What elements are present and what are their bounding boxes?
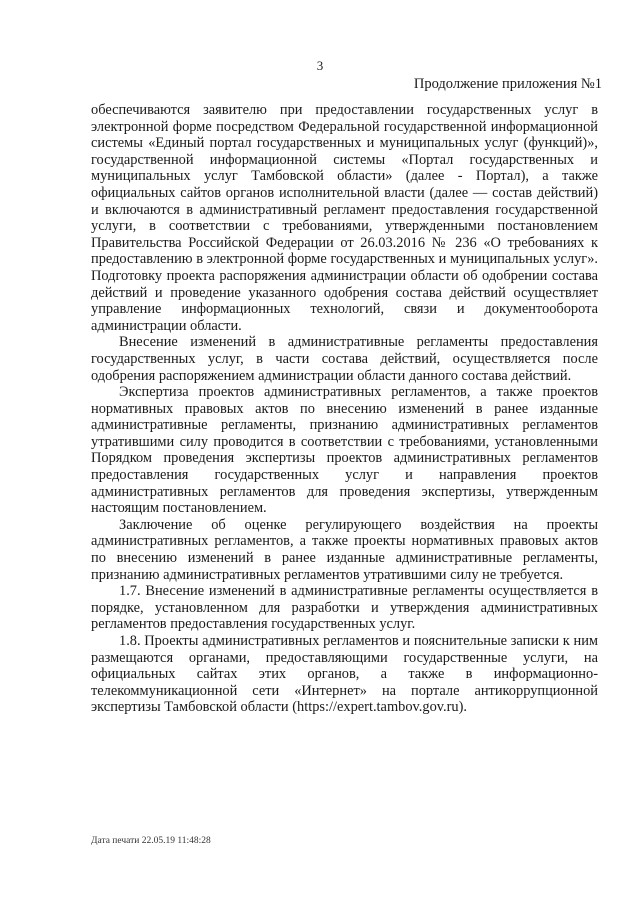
paragraph-section-1-8: 1.8. Проекты административных регламентов и пояснительные записки к ним размещаются органами, предоставляющими государственные услуги, на официальных сайтах этих органов, а также в информационно-телекоммуникационной сети «Интернет» на портале антикоррупционной экспертизы Тамбовской области (https://expert.tambov.gov.ru).: [91, 633, 598, 716]
paragraph-amendments: Внесение изменений в административные регламенты предоставления государственных услуг, в части состава действий, осуществляется после одобрения распоряжением администрации области данного состава действий.: [91, 334, 598, 384]
document-body: [91, 102, 598, 716]
paragraph-section-1-7: 1.7. Внесение изменений в административные регламенты осуществляется в порядке, установленном для разработки и утверждения административных регламентов предоставления государственных услуг.: [91, 583, 598, 633]
print-date: Дата печати 22.05.19 11:48:28: [91, 836, 211, 846]
paragraph-expertise: Экспертиза проектов административных регламентов, а также проектов нормативных правовых актов по внесению изменений в ранее изданные административные регламенты, признанию административных регламентов утратившими силу проводится в соответствии с требованиями, установленными Порядком проведения экспертизы проектов административных регламентов предоставления государственных услуг и направления проектов административных регламентов для проведения экспертизы, утвержденным настоящим постановлением.: [91, 384, 598, 517]
appendix-continuation-note: Продолжение приложения №1: [413, 76, 602, 92]
paragraph-regulatory-impact: Заключение об оценке регулирующего воздействия на проекты административных регламентов, а также проекты нормативных правовых актов по внесению изменений в ранее изданные административные регламенты, признанию административных регламентов утратившими силу не требуется.: [91, 516, 598, 583]
paragraph-continuation: обеспечиваются заявителю при предоставлении государственных услуг в электронной форме посредством Федеральной государственной информационной системы «Единый портал государственных и муниципальных услуг (функций)», государственной информационной системы «Портал государственных и муниципальных услуг Тамбовской области» (далее - Портал), а также официальных сайтов органов исполнительной власти (далее — состав действий) и включаются в административный регламент предоставления государственной услуги, в соответствии с требованиями, утвержденными постановлением Правительства Российской Федерации от 26.03.2016 № 236 «О требованиях к предоставлению в электронной форме государственных и муниципальных услуг». Подготовку проекта распоряжения администрации области об одобрении состава действий и проведение указанного одобрения состава действий осуществляет управление информационных технологий, связи и документооборота администрации области.: [91, 102, 598, 334]
page-number: 3: [316, 58, 324, 73]
